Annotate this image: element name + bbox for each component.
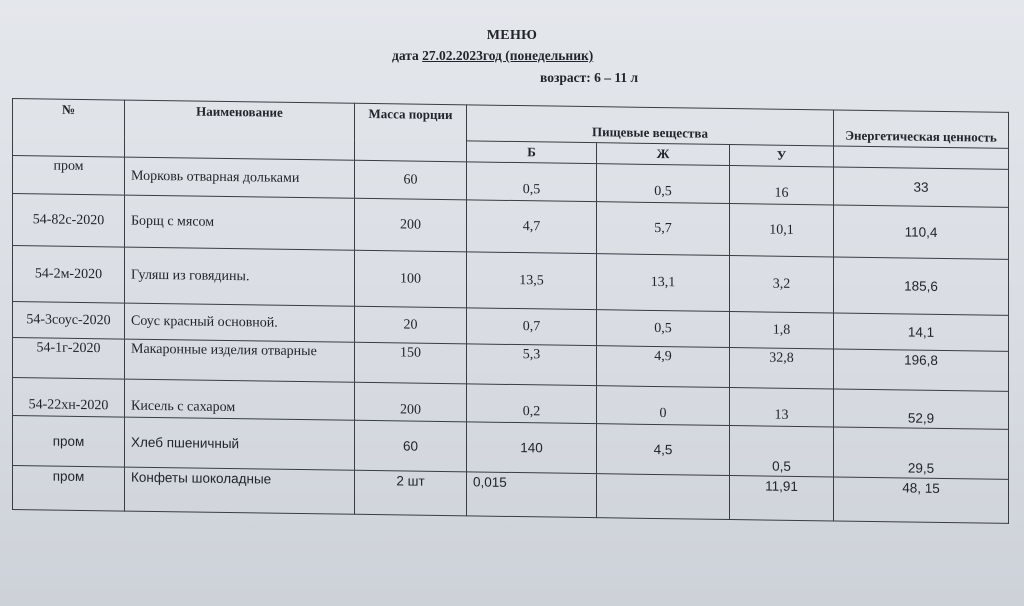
cell-name: Конфеты шоколадные: [125, 467, 355, 514]
col-header-b: Б: [467, 141, 597, 164]
cell-b: 4,7: [467, 200, 597, 254]
cell-mass: 2 шт: [355, 470, 467, 516]
cell-mass: 150: [355, 342, 467, 384]
col-header-energy: Энергетическая ценность: [834, 110, 1009, 148]
col-header-name: Наименование: [125, 100, 355, 160]
cell-num: 54-2м-2020: [13, 246, 125, 304]
cell-mass: 20: [355, 306, 467, 344]
cell-u: 3,2: [730, 256, 834, 313]
cell-zh: 0,5: [597, 310, 730, 348]
cell-name: Борщ с мясом: [125, 195, 355, 250]
cell-b: 13,5: [467, 252, 597, 310]
cell-b: 0,2: [467, 384, 597, 424]
cell-name: Кисель с сахаром: [125, 379, 355, 420]
cell-u: 32,8: [730, 348, 834, 389]
date-line: [392, 48, 593, 64]
col-header-num: №: [13, 99, 125, 158]
cell-zh: 0: [597, 386, 730, 426]
cell-energy: 196,8: [834, 349, 1009, 391]
cell-name: Соус красный основной.: [125, 303, 355, 342]
cell-b: 0,5: [467, 162, 597, 202]
cell-u: 0,5: [730, 426, 834, 477]
cell-name: Гуляш из говядины.: [125, 247, 355, 306]
menu-table: [12, 98, 1009, 524]
age-line: возраст: 6 – 11 л: [540, 70, 639, 85]
col-header-zh: Ж: [597, 143, 730, 166]
cell-u: 11,91: [730, 476, 834, 521]
cell-zh: 5,7: [597, 202, 730, 256]
cell-num: 54-82с-2020: [13, 194, 125, 248]
cell-energy: 48, 15: [834, 477, 1009, 523]
cell-b: 0,7: [467, 308, 597, 346]
cell-energy: 52,9: [834, 389, 1009, 429]
cell-name: Макаронные изделия отварные: [125, 339, 355, 382]
col-header-mass: Масса порции: [355, 103, 467, 162]
cell-num: 54-22хн-2020: [13, 378, 125, 418]
cell-b: 140: [467, 422, 597, 474]
cell-u: 10,1: [730, 204, 834, 257]
cell-u: 1,8: [730, 312, 834, 349]
date-value: 27.02.2023год (понедельник): [422, 48, 594, 63]
cell-num: 54-1г-2020: [13, 338, 125, 380]
cell-b: 0,015: [467, 472, 597, 518]
col-header-energy-sub: [834, 146, 1009, 169]
col-header-nutrients: Пищевые вещества: [467, 105, 834, 146]
cell-mass: 200: [355, 382, 467, 422]
cell-num: пром: [13, 156, 125, 196]
cell-num: 54-3соус-2020: [13, 302, 125, 340]
cell-mass: 100: [355, 250, 467, 308]
cell-u: 16: [730, 166, 834, 205]
cell-energy: 110,4: [834, 205, 1009, 259]
cell-zh: 4,9: [597, 346, 730, 388]
cell-energy: 33: [834, 167, 1009, 207]
document-title: МЕНЮ: [486, 28, 538, 43]
cell-zh: 13,1: [597, 254, 730, 312]
col-header-u: У: [730, 145, 834, 167]
cell-mass: 200: [355, 198, 467, 252]
cell-name: Хлеб пшеничный: [125, 417, 355, 470]
date-prefix: дата: [392, 48, 419, 63]
cell-b: 5,3: [467, 344, 597, 386]
cell-energy: 14,1: [834, 313, 1009, 351]
cell-energy: 29,5: [834, 427, 1009, 479]
cell-num: пром: [13, 466, 125, 512]
cell-mass: 60: [355, 420, 467, 472]
cell-zh: 4,5: [597, 424, 730, 476]
cell-name: Морковь отварная дольками: [125, 157, 355, 198]
cell-energy: 185,6: [834, 257, 1009, 315]
cell-zh: 0,5: [597, 164, 730, 204]
cell-u: 13: [730, 388, 834, 427]
cell-num: пром: [13, 416, 125, 468]
cell-zh: [597, 474, 730, 520]
cell-mass: 60: [355, 160, 467, 200]
